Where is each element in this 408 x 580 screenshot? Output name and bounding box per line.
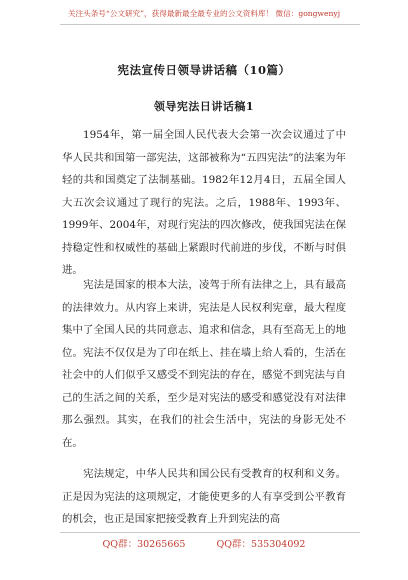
footer-qq-group-1: QQ群：30265665 [102,539,186,550]
body-paragraph-2: 宪法是国家的根本大法，凌驾于所有法律之上，具有最高的法律效力。从内容上来讲，宪法是人民权利宪章，最大程度集中了全国人民的共同意志、追求和信念，具有至高无上的地位。宪法不仅仅是为了印在纸上、挂在墙上给人看的，生活在社会中的人们似乎又感受不到宪法的存在，感觉不到宪法与自己的生活之间的关系，至少是对宪法的感受和感觉没有对法律那么强烈。其实，在我们的社会生活中，宪法的身影无处不在。 [62,279,346,449]
body-paragraph-3: 宪法规定，中华人民共和国公民有受教育的权利和义务。正是因为宪法的这项规定，才能使更多的人有享受到公平教育的机会，也正是国家把接受教育上升到宪法的高 [62,468,346,525]
document-title: 宪法宣传日领导讲话稿（10篇） [117,63,291,77]
header-promo-note: 关注头条号“公文研究”，获得最新最全最专业的公文资料库！ 微信：gongwenyj [67,9,341,18]
footer-contact [0,536,408,550]
document-subtitle: 领导宪法日讲话稿1 [153,100,255,113]
body-paragraph-1: 1954年，第一届全国人民代表大会第一次会议通过了中华人民共和国第一部宪法，这部被称为“五四宪法”的法案为年轻的共和国奠定了法制基础。1982年12月4日，五届全国人大五次会议通过了现行的宪法。之后，1988年、1993年、1999年、2004年，对现行宪法的四次修改，使我国宪法在保持稳定性和权威性的基础上紧跟时代前进的步伐，不断与时俱进。 [62,129,346,276]
footer-divider [60,532,360,533]
header-divider [60,24,360,25]
footer-qq-group-2: QQ群：535304092 [216,539,306,550]
